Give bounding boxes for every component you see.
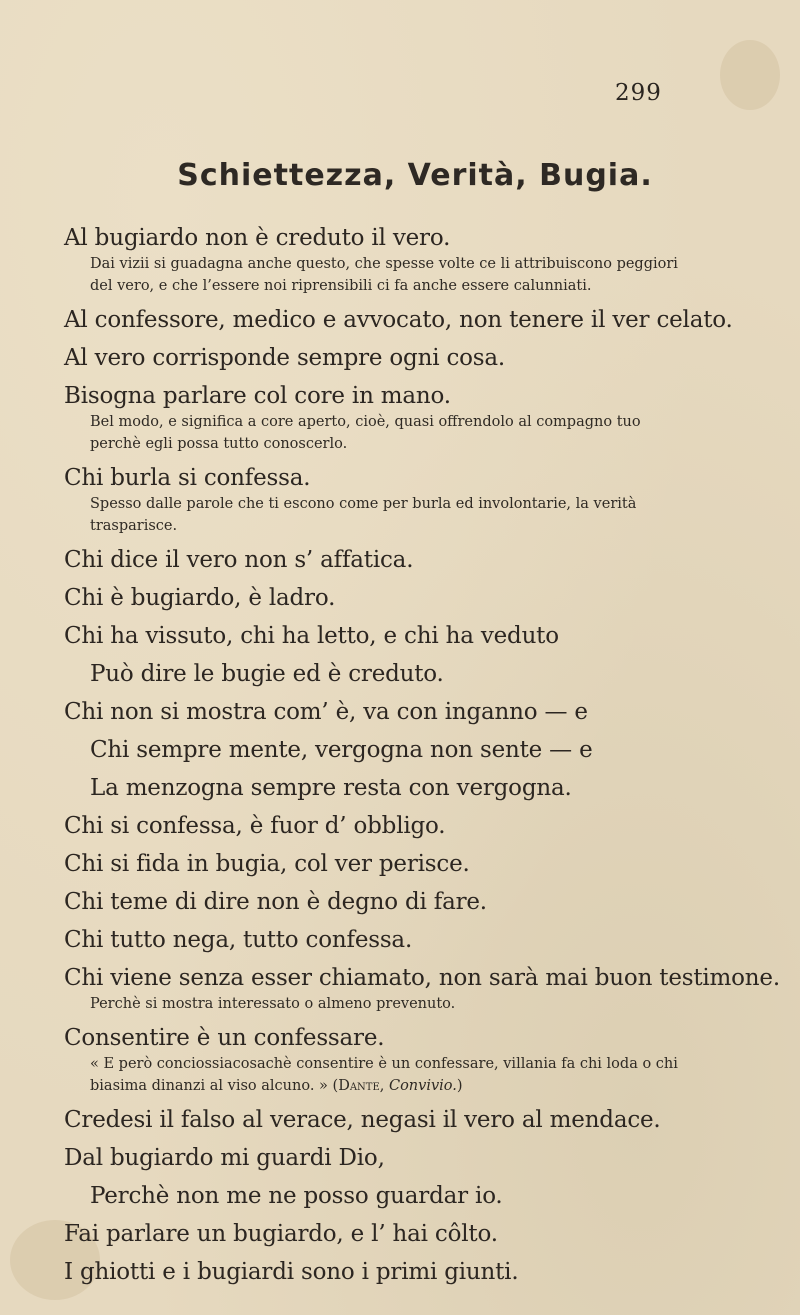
proverb-entry xyxy=(64,693,694,807)
proverb-entry xyxy=(64,1101,694,1139)
proverb-continuation: Può dire le bugie ed è creduto. xyxy=(90,661,444,687)
proverb-entry xyxy=(64,959,780,1015)
note-close: ) xyxy=(456,1078,463,1094)
proverb-line: Credesi il falso al verace, negasi il vero al mendace. xyxy=(64,1107,661,1133)
proverb-line: Chi teme di dire non è degno di fare. xyxy=(64,889,487,915)
proverb-line: Al confessore, medico e avvocato, non tenere il ver celato. xyxy=(64,307,733,333)
proverb-line: Chi si fida in bugia, col ver perisce. xyxy=(64,851,470,877)
proverb-line: Chi burla si confessa. xyxy=(64,465,311,491)
proverb-entry xyxy=(64,617,694,693)
proverb-note: Dai vizii si guadagna anche questo, che spesse volte ce li attribuiscono peggiori del vero, e che l’essere noi riprensibili ci fa anche essere calunniati. xyxy=(90,256,678,294)
proverb-line: Chi si confessa, è fuor d’ obbligo. xyxy=(64,813,446,839)
proverb-entry xyxy=(64,219,694,297)
proverb-entry xyxy=(64,1215,694,1253)
proverb-line: Consentire è un confessare. xyxy=(64,1025,385,1051)
proverb-note: Bel modo, e significa a core aperto, cioè, quasi offrendolo al compagno tuo perchè egli possa tutto conoscerlo. xyxy=(90,414,641,452)
note-work-title: Convivio. xyxy=(388,1078,457,1094)
proverb-entry xyxy=(64,301,733,339)
proverb-entry xyxy=(64,459,694,537)
proverb-line: Chi dice il vero non s’ affatica. xyxy=(64,547,414,573)
note-separator: , xyxy=(379,1078,389,1094)
proverb-line: Dal bugiardo mi guardi Dio, xyxy=(64,1145,385,1171)
proverb-continuation: La menzogna sempre resta con vergogna. xyxy=(90,775,572,801)
proverb-entry xyxy=(64,541,694,579)
proverb-line: Bisogna parlare col core in mano. xyxy=(64,383,451,409)
proverb-entry xyxy=(64,339,694,377)
proverb-line: Fai parlare un bugiardo, e l’ hai côlto. xyxy=(64,1221,498,1247)
note-quote: « E però conciossiacosachè consentire è un confessare, villania fa chi loda o chi biasima dinanzi al viso alcuno. » ( xyxy=(90,1056,678,1094)
proverb-line: I ghiotti e i bugiardi sono i primi giunti. xyxy=(64,1259,519,1285)
paper-stain xyxy=(720,40,780,110)
proverb-continuation: Perchè non me ne posso guardar io. xyxy=(90,1183,503,1209)
proverb-entry xyxy=(64,1253,694,1291)
proverb-entry xyxy=(64,579,694,617)
proverb-line: Al vero corrisponde sempre ogni cosa. xyxy=(64,345,506,371)
note-author: Dante xyxy=(338,1078,380,1094)
proverb-note xyxy=(64,1053,694,1097)
proverb-line: Chi tutto nega, tutto confessa. xyxy=(64,927,413,953)
section-title: Schiettezza, Verità, Bugia. xyxy=(177,158,653,193)
proverb-continuation: Chi sempre mente, vergogna non sente — e xyxy=(90,737,593,763)
proverb-entry xyxy=(64,807,694,845)
proverb-line: Chi non si mostra com’ è, va con inganno — e xyxy=(64,699,588,725)
proverb-entry xyxy=(64,377,694,455)
proverb-note: Spesso dalle parole che ti escono come per burla ed involontarie, la verità trasparisce. xyxy=(90,496,637,534)
proverb-line: Chi viene senza esser chiamato, non sarà mai buon testimone. xyxy=(64,965,780,991)
proverb-entry xyxy=(64,1139,694,1215)
proverb-entry xyxy=(64,921,694,959)
page-number: 299 xyxy=(615,80,662,106)
proverb-line: Chi è bugiardo, è ladro. xyxy=(64,585,336,611)
proverb-entry xyxy=(64,883,694,921)
proverb-line: Al bugiardo non è creduto il vero. xyxy=(64,225,451,251)
proverb-entry xyxy=(64,1019,694,1097)
proverb-entry xyxy=(64,845,694,883)
proverb-line: Chi ha vissuto, chi ha letto, e chi ha veduto xyxy=(64,623,559,649)
proverb-list xyxy=(64,219,780,1291)
proverb-note: Perchè si mostra interessato o almeno prevenuto. xyxy=(90,996,456,1012)
